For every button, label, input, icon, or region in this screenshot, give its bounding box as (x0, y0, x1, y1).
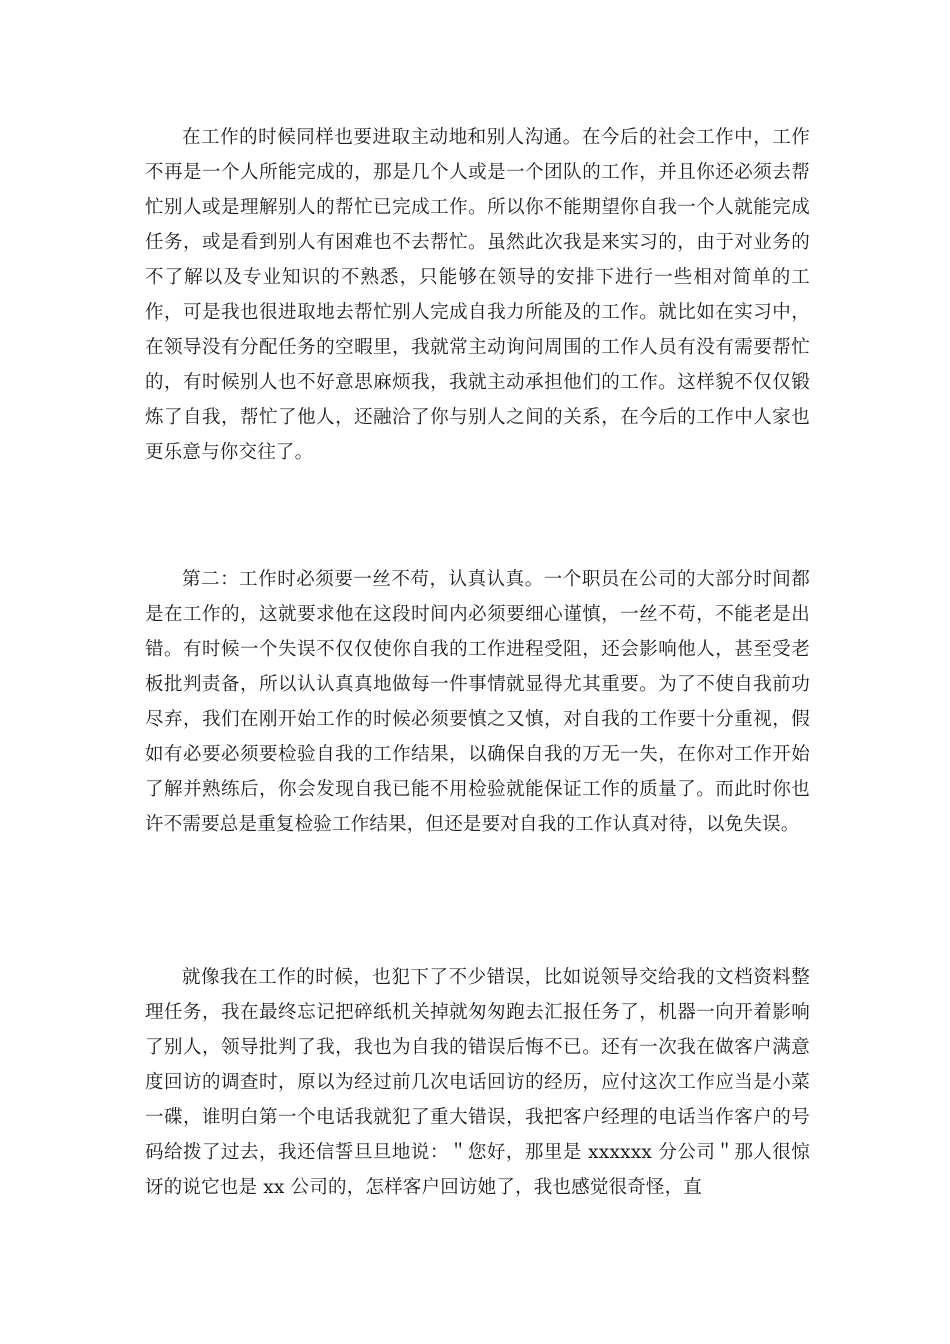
body-paragraph-1: 在工作的时候同样也要进取主动地和别人沟通。在今后的社会工作中，工作不再是一个人所能完成的，那是几个人或是一个团队的工作，并且你还必须去帮忙别人或是理解别人的帮忙已完成工作。所以你不能期望你自我一个人就能完成任务，或是看到别人有困难也不去帮忙。虽然此次我是来实习的，由于对业务的不了解以及专业知识的不熟悉，只能够在领导的安排下进行一些相对简单的工作，可是我也很进取地去帮忙别人完成自我力所能及的工作。就比如在实习中，在领导没有分配任务的空暇里，我就常主动询问周围的工作人员有没有需要帮忙的，有时候别人也不好意思麻烦我，我就主动承担他们的工作。这样貌不仅仅锻炼了自我，帮忙了他人，还融洽了你与别人之间的关系，在今后的工作中人家也更乐意与你交往了。 (145, 127, 810, 463)
body-paragraph-2: 第二：工作时必须要一丝不苟，认真认真。一个职员在公司的大部分时间都是在工作的，这就要求他在这段时间内必须要细心谨慎，一丝不苟，不能老是出错。有时候一个失误不仅仅使你自我的工作进程受阻，还会影响他人，甚至受老板批判责备，所以认认真真地做每一件事情就显得尤其重要。为了不使自我前功尽弃，我们在刚开始工作的时候必须要慎之又慎，对自我的工作要十分重视，假如有必要必须要检验自我的工作结果，以确保自我的万无一失，在你对工作开始了解并熟练后，你会发现自我已能不用检验就能保证工作的质量了。而此时你也许不需要总是重复检验工作结果，但还是要对自我的工作认真对待，以免失误。 (145, 569, 810, 835)
body-paragraph-3: 就像我在工作的时候，也犯下了不少错误，比如说领导交给我的文档资料整理任务，我在最终忘记把碎纸机关掉就匆匆跑去汇报任务了，机器一向开着影响了别人，领导批判了我，我也为自我的错误后悔不已。还有一次我在做客户满意度回访的调查时，原以为经过前几次电话回访的经历，应付这次工作应当是小菜一碟，谁明白第一个电话我就犯了重大错误，我把客户经理的电话当作客户的号码给拨了过去，我还信誓旦旦地说：＂您好，那里是 xxxxxx 分公司＂那人很惊讶的说它也是 xx 公司的，怎样客户回访她了，我也感觉很奇怪，直 (145, 967, 810, 1198)
